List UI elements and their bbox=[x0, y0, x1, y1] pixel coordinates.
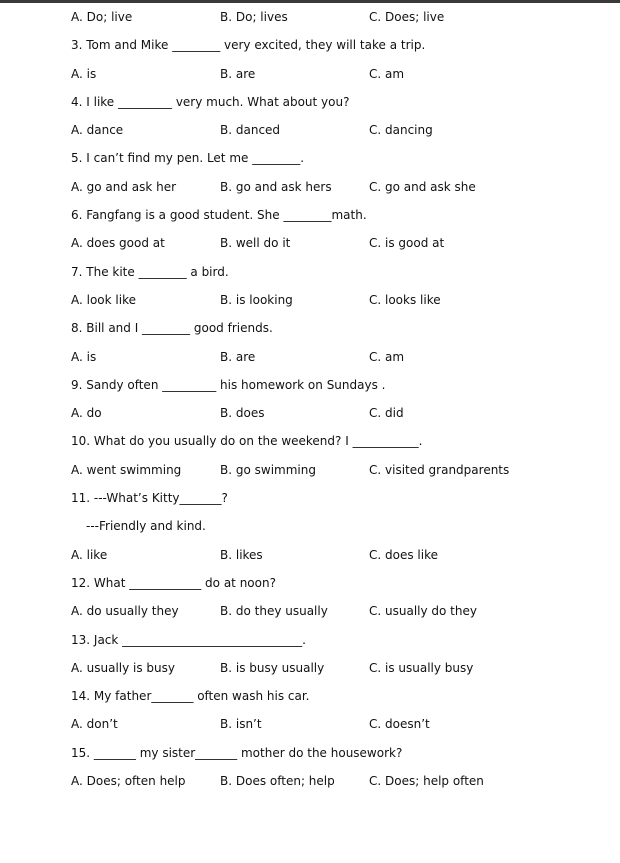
option-c: C. is good at bbox=[369, 236, 445, 251]
option-row bbox=[0, 234, 620, 262]
option-c: C. visited grandparents bbox=[369, 462, 510, 477]
option-b: B. go and ask hers bbox=[220, 179, 332, 194]
question-text: 15. _______ my sister_______ mother do the housework? bbox=[71, 745, 403, 760]
top-rule bbox=[0, 0, 620, 3]
option-b: B. Do; lives bbox=[220, 10, 288, 24]
option-c: C. Does; live bbox=[369, 10, 445, 24]
option-row bbox=[0, 715, 620, 743]
option-c: C. Does; help often bbox=[369, 774, 484, 789]
question-text: 8. Bill and I ________ good friends. bbox=[71, 321, 273, 336]
option-b: B. go swimming bbox=[220, 462, 316, 477]
option-c: C. doesn’t bbox=[369, 717, 430, 732]
option-c: C. is usually busy bbox=[369, 660, 474, 675]
option-b: B. do they usually bbox=[220, 604, 328, 619]
option-c: C. am bbox=[369, 349, 405, 364]
question-text: 13. Jack ______________________________. bbox=[71, 632, 306, 647]
option-c: C. am bbox=[369, 66, 405, 81]
question-text: 9. Sandy often _________ his homework on Sundays . bbox=[71, 377, 386, 392]
option-c: C. dancing bbox=[369, 123, 433, 138]
option-a: A. went swimming bbox=[71, 462, 182, 477]
answer-line: ---Friendly and kind. bbox=[86, 519, 206, 534]
question-text: 12. What ____________ do at noon? bbox=[71, 575, 276, 590]
option-b: B. does bbox=[220, 406, 265, 421]
option-b: B. are bbox=[220, 349, 256, 364]
question-text: 14. My father_______ often wash his car. bbox=[71, 689, 310, 704]
option-a: A. is bbox=[71, 66, 97, 81]
option-a: A. does good at bbox=[71, 236, 165, 251]
question-text: 4. I like _________ very much. What about you? bbox=[71, 94, 350, 109]
option-b: B. is looking bbox=[220, 292, 293, 307]
option-c: C. did bbox=[369, 406, 404, 421]
option-c: C. looks like bbox=[369, 292, 441, 307]
question-text: 7. The kite ________ a bird. bbox=[71, 264, 229, 279]
option-row bbox=[0, 65, 620, 93]
option-row bbox=[0, 178, 620, 206]
worksheet bbox=[0, 8, 620, 800]
option-row bbox=[0, 659, 620, 687]
option-a: A. Do; live bbox=[71, 10, 133, 24]
option-a: A. is bbox=[71, 349, 97, 364]
option-row bbox=[0, 291, 620, 319]
question-text: 11. ---What’s Kitty_______? bbox=[71, 491, 228, 506]
option-a: A. don’t bbox=[71, 717, 118, 732]
question-text: 5. I can’t find my pen. Let me ________. bbox=[71, 151, 305, 166]
option-b: B. are bbox=[220, 66, 256, 81]
option-c: C. go and ask she bbox=[369, 179, 476, 194]
option-c: C. usually do they bbox=[369, 604, 477, 619]
option-row bbox=[0, 461, 620, 489]
option-a: A. go and ask her bbox=[71, 179, 177, 194]
option-b: B. Does often; help bbox=[220, 774, 335, 789]
question-text: 3. Tom and Mike ________ very excited, they will take a trip. bbox=[71, 38, 426, 53]
option-row bbox=[0, 546, 620, 574]
option-b: B. danced bbox=[220, 123, 281, 138]
option-c: C. does like bbox=[369, 547, 438, 562]
option-row bbox=[0, 404, 620, 432]
option-b: B. likes bbox=[220, 547, 263, 562]
option-b: B. well do it bbox=[220, 236, 291, 251]
option-a: A. like bbox=[71, 547, 108, 562]
option-row bbox=[0, 602, 620, 630]
question-text: 6. Fangfang is a good student. She ________math. bbox=[71, 208, 367, 223]
option-a: A. dance bbox=[71, 123, 124, 138]
option-a: A. do bbox=[71, 406, 102, 421]
option-a: A. usually is busy bbox=[71, 660, 176, 675]
option-row bbox=[0, 348, 620, 376]
option-b: B. isn’t bbox=[220, 717, 262, 732]
option-row bbox=[0, 8, 620, 36]
option-row bbox=[0, 121, 620, 149]
option-row bbox=[0, 772, 620, 800]
option-b: B. is busy usually bbox=[220, 660, 325, 675]
option-a: A. look like bbox=[71, 292, 136, 307]
question-text: 10. What do you usually do on the weekend? I ___________. bbox=[71, 434, 423, 449]
option-a: A. do usually they bbox=[71, 604, 179, 619]
option-a: A. Does; often help bbox=[71, 774, 186, 789]
